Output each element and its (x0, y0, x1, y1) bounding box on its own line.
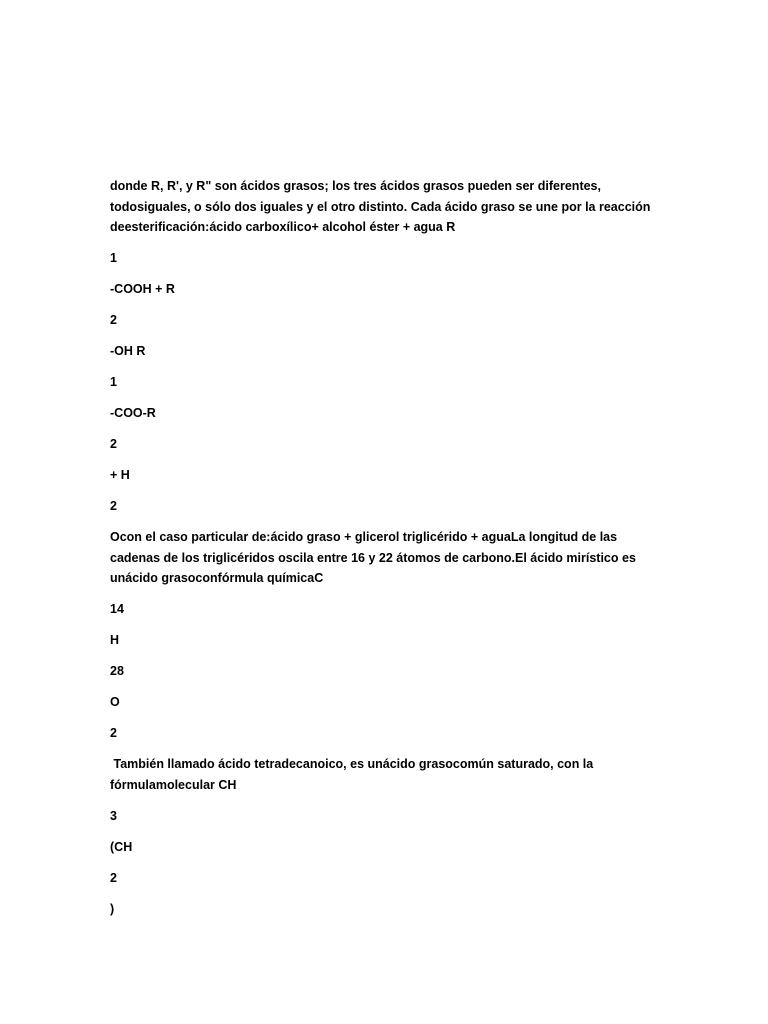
text-line: -COO-R (110, 406, 156, 420)
text-line: 2 (110, 437, 117, 451)
text-line: ) (110, 901, 115, 916)
text-line: 2 (110, 313, 117, 327)
paragraph-myristic-acid: También llamado ácido tetradecanoico, es unácido grasocomún saturado, con la fórmulamolecular CH (110, 757, 597, 792)
text-line: 14 (110, 602, 124, 616)
text-line: -COOH + R (110, 282, 175, 296)
text-line: (CH (110, 839, 133, 854)
text-line: H (110, 633, 120, 647)
text-line: -OH R (110, 344, 146, 358)
text-line: + H (110, 468, 130, 482)
document-body (110, 176, 670, 919)
text-line: 1 (110, 251, 117, 265)
text-line: 2 (110, 870, 117, 885)
text-line: 3 (110, 808, 117, 823)
paragraph-triglycerides: Ocon el caso particular de:ácido graso + glicerol triglicérido + aguaLa longitud de las cadenas de los triglicéridos oscila entre 16 y 22 átomos de carbono.El ácido mirístico es unácido grasoconfórmula químicaC (110, 530, 636, 585)
text-line: 2 (110, 499, 117, 513)
paragraph-esterification: donde R, R', y R" son ácidos grasos; los tres ácidos grasos pueden ser diferentes, todosiguales, o sólo dos iguales y el otro distinto. Cada ácido graso se une por la reacción deesterificación:ácido carboxílico+ alcohol éster + agua R (110, 179, 651, 234)
text-line: 1 (110, 375, 117, 389)
text-line: 28 (110, 664, 124, 678)
text-line: 2 (110, 726, 117, 740)
text-line: O (110, 695, 120, 709)
